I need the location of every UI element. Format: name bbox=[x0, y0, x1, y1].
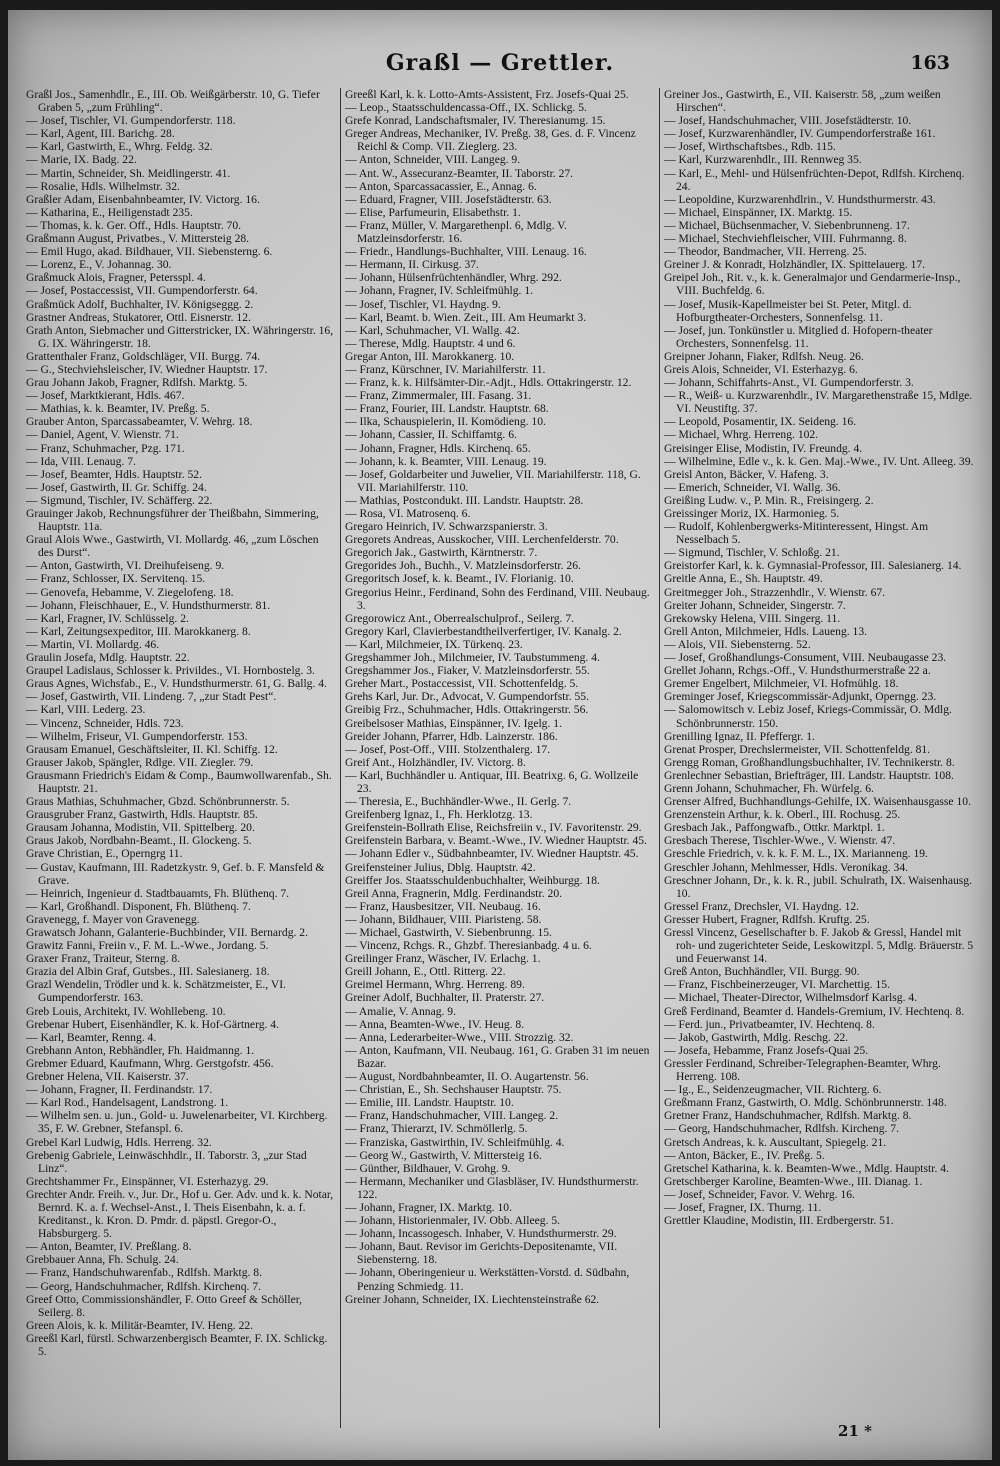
directory-entry: Grauser Jakob, Spängler, Rdlge. VII. Ziegler. 79. bbox=[26, 755, 254, 769]
directory-entry: — Josef, Handschuhmacher, VIII. Josefstädterstr. 10. bbox=[664, 114, 912, 128]
directory-entry: Greß Ferdinand, Beamter d. Handels-Gremium, IV. Hechtenq. 8. bbox=[664, 1004, 965, 1018]
directory-entry: — Johann, Schiffahrts-Anst., VI. Gumpendorferstr. 3. bbox=[664, 376, 914, 390]
directory-entry: Graul Alois Wwe., Gastwirth, VI. Mollardg. 46, „zum Löschen des Durst“. bbox=[26, 533, 319, 560]
directory-entry: Gretner Franz, Handschuhmacher, Rdlfsh. Marktg. 8. bbox=[664, 1109, 912, 1123]
directory-entry: Greher Mart., Postaccessist, VII. Schottenfeldg. 5. bbox=[345, 677, 579, 691]
directory-entry: Greisinger Elise, Modistin, IV. Freundg. 4. bbox=[664, 441, 863, 455]
directory-entry: Grenlechner Sebastian, Briefträger, III. Landstr. Hauptstr. 108. bbox=[664, 768, 954, 782]
directory-entry: — Johann, Fragner, Hdls. Kirchenq. 65. bbox=[345, 441, 531, 455]
directory-entry: — Leop., Staatsschuldencassa-Off., IX. Schlickg. 5. bbox=[345, 101, 587, 115]
directory-entry: — August, Nordbahnbeamter, II. O. Augartenstr. 56. bbox=[345, 1070, 589, 1084]
directory-entry: Grausam Johanna, Modistin, VII. Spittelberg. 20. bbox=[26, 821, 255, 835]
directory-entry: — Josef, Fragner, IX. Thurng. 11. bbox=[664, 1200, 822, 1214]
directory-entry: — Johann, Fragner, II. Ferdinandstr. 17. bbox=[26, 1083, 213, 1097]
directory-entry: — Franz, Fourier, III. Landstr. Hauptstr. 68. bbox=[345, 402, 549, 416]
directory-entry: Greibelsoser Mathias, Einspänner, IV. Igelg. 1. bbox=[345, 716, 562, 730]
directory-entry: — Thomas, k. k. Ger. Off., Hdls. Hauptstr. 70. bbox=[26, 218, 242, 232]
directory-entry: Graßler Adam, Eisenbahnbeamter, IV. Victorg. 16. bbox=[26, 192, 260, 206]
directory-entry: Greider Johann, Pfarrer, Hdb. Lainzerstr. 186. bbox=[345, 729, 558, 743]
directory-entry: Greminger Josef, Kriegscommissär-Adjunkt, Operngg. 23. bbox=[664, 690, 937, 704]
directory-entry: — Josef, Wirthschaftsbes., Rdb. 115. bbox=[664, 140, 836, 154]
page-title: Graßl — Grettler. bbox=[385, 50, 615, 76]
directory-entry: — Franz, Kürschner, IV. Mariahilferstr. 11. bbox=[345, 362, 546, 376]
directory-entry: Grehs Karl, Jur. Dr., Advocat, V. Gumpendorfstr. 55. bbox=[345, 690, 589, 704]
directory-entry: — Friedr., Handlungs-Buchhalter, VIII. Lenaug. 16. bbox=[345, 245, 587, 259]
directory-entry: — Josef, Goldarbeiter und Juwelier, VII. Mariahilferstr. 118, G. VII. Mariahilferstr. 110. bbox=[345, 467, 641, 494]
directory-entry: — Franz, Zimmermaler, III. Fasang. 31. bbox=[345, 389, 532, 403]
directory-entry: Greeßl Karl, fürstl. Schwarzenbergisch Beamter, F. IX. Schlickg. 5. bbox=[26, 1331, 328, 1358]
directory-entry: Greeßl Karl, k. k. Lotto-Amts-Assistent, Frz. Josefs-Quai 25. bbox=[345, 88, 629, 101]
directory-entry: Graxer Franz, Traiteur, Sterng. 8. bbox=[26, 952, 181, 966]
directory-entry: — Mathias, k. k. Beamter, IV. Preßg. 5. bbox=[26, 402, 210, 416]
directory-entry: — Karl, Agent, III. Barichg. 28. bbox=[26, 127, 175, 141]
directory-entry: — Anna, Beamten-Wwe., IV. Heug. 8. bbox=[345, 1017, 525, 1031]
directory-entry: Graus Mathias, Schuhmacher, Gbzd. Schönbrunnerstr. 5. bbox=[26, 795, 290, 809]
directory-entry: — Karl, Zeitungsexpeditor, III. Marokkanerg. 8. bbox=[26, 624, 251, 638]
directory-entry: Greiter Johann, Schneider, Singerstr. 7. bbox=[664, 598, 846, 612]
directory-entry: Graßmuck Alois, Fragner, Petersspl. 4. bbox=[26, 271, 206, 285]
directory-entry: — Rudolf, Kohlenbergwerks-Mitinteressent, Hingst. Am Nesselbach 5. bbox=[664, 520, 929, 547]
directory-entry: Graupel Ladislaus, Schlosser k. Privildes., VI. Hornbostelg. 3. bbox=[26, 664, 315, 678]
directory-entry: — Karl, E., Mehl- und Hülsenfrüchten-Depot, Rdlfsh. Kirchenq. 24. bbox=[664, 166, 965, 193]
directory-entry: Gregar Anton, III. Marokkanerg. 10. bbox=[345, 349, 515, 363]
page-number: 163 bbox=[910, 52, 950, 74]
directory-entry: Grausam Emanuel, Geschäftsleiter, II. Kl. Schiffg. 12. bbox=[26, 742, 278, 756]
directory-entry: — Josef, Tischler, VI. Haydng. 9. bbox=[345, 297, 501, 311]
directory-entry: — Anton, Gastwirth, VI. Dreihufeiseng. 9. bbox=[26, 559, 225, 573]
directory-entry: Grebbauer Anna, Fh. Schulg. 24. bbox=[26, 1253, 179, 1267]
directory-entry: Grechter Andr. Freih. v., Jur. Dr., Hof u. Ger. Adv. und k. k. Notar, Bernrd. K. a. f. Wechsel-Anst., I. Theis Eisenbahn, k. a. f. Kreditanst., k. Kron. D. Pmdr. d. päpstl. Gregor-O., Habsburgerg. 5. bbox=[26, 1187, 334, 1241]
directory-entry: — Franz, Thierarzt, IV. Schmöllerlg. 5. bbox=[345, 1122, 528, 1136]
directory-entry: Gresbach Therese, Tischler-Wwe., V. Wienstr. 47. bbox=[664, 834, 896, 848]
directory-entry: Graus Jakob, Nordbahn-Beamt., II. Glockeng. 5. bbox=[26, 834, 252, 848]
directory-entry: — Martin, Schneider, Sh. Meidlingerstr. 41. bbox=[26, 166, 231, 180]
directory-entry: Graus Agnes, Wichsfab., E., V. Hundsthurmerstr. 61, G. Ballg. 4. bbox=[26, 677, 327, 691]
directory-entry: — Johann Edler v., Südbahnbeamter, IV. Wiedner Hauptstr. 45. bbox=[345, 847, 639, 861]
directory-entry: — Josef, Schneider, Favor. V. Wehrg. 16. bbox=[664, 1187, 855, 1201]
directory-entry: Greisl Anton, Bäcker, V. Hafeng. 3. bbox=[664, 467, 829, 481]
directory-entry: — Genovefa, Hebamme, V. Ziegelofeng. 18. bbox=[26, 585, 234, 599]
directory-entry: — Johann, Cassier, II. Schiffamtg. 6. bbox=[345, 428, 517, 442]
directory-entry: Gressl Vincenz, Gesellschafter b. F. Jakob & Gressl, Handel mit roh- und zugerichteter Seide, Leskowitzpl. 5, Mdlg. Bräuerstr. 5 und Feuerwanst 14. bbox=[664, 926, 974, 966]
directory-entry: Greiner Adolf, Buchhalter, II. Praterstr. 27. bbox=[345, 991, 545, 1005]
directory-entry: Greibig Frz., Schuhmacher, Hdls. Ottakringerstr. 56. bbox=[345, 703, 589, 717]
directory-entry: Gretsch Andreas, k. k. Auscultant, Spiegelg. 21. bbox=[664, 1135, 887, 1149]
directory-entry: Grenn Johann, Schuhmacher, Fh. Würfelg. 6. bbox=[664, 781, 874, 795]
directory-entry: — Hermann, Mechaniker und Glasbläser, IV. Hundsthurmerstr. 122. bbox=[345, 1174, 639, 1201]
directory-entry: — Anna, Lederarbeiter-Wwe., VIII. Strozzig. 32. bbox=[345, 1030, 574, 1044]
directory-entry: Graulin Josefa, Mdlg. Hauptstr. 22. bbox=[26, 651, 190, 665]
directory-entry: Greß Anton, Buchhändler, VII. Burgg. 90. bbox=[664, 965, 860, 979]
directory-entry: Grebel Karl Ludwig, Hdls. Herreng. 32. bbox=[26, 1135, 212, 1149]
directory-entry: Greil Anna, Fragnerin, Mdlg. Ferdinandstr. 20. bbox=[345, 886, 563, 900]
directory-entry: — Heinrich, Ingenieur d. Stadtbauamts, Fh. Blüthenq. 7. bbox=[26, 886, 290, 900]
directory-entry: — Josef, Kurzwarenhändler, IV. Gumpendorferstraße 161. bbox=[664, 127, 936, 141]
directory-entry: Greschler Johann, Mehlmesser, Hdls. Veronikag. 34. bbox=[664, 860, 909, 874]
directory-entry: Gressler Ferdinand, Schreiber-Telegraphen-Beamter, Whrg. Herreng. 108. bbox=[664, 1056, 941, 1084]
directory-entry: — Franz, Fischbeinerzeuger, VI. Marchettig. 15. bbox=[664, 978, 890, 992]
directory-entry: — Anton, Beamter, IV. Preßlang. 8. bbox=[26, 1240, 192, 1254]
directory-entry: — Jakob, Gastwirth, Mdlg. Reschg. 22. bbox=[664, 1030, 849, 1044]
directory-entry: — Marie, IX. Badg. 22. bbox=[26, 153, 137, 167]
directory-entry: Grenilling Ignaz, II. Pfeffergr. 1. bbox=[664, 729, 815, 743]
directory-entry: Gregorides Joh., Buchh., V. Matzleinsdorferstr. 26. bbox=[345, 559, 581, 573]
directory-entry: Grechtshammer Fr., Einspänner, VI. Esterhazyg. 29. bbox=[26, 1174, 269, 1188]
directory-entry: Grekowsky Helena, VIII. Singerg. 11. bbox=[664, 611, 841, 625]
column-left bbox=[22, 88, 340, 1428]
directory-entry: — Johann, k. k. Beamter, VIII. Lenaug. 19. bbox=[345, 454, 547, 468]
directory-entry: Green Alois, k. k. Militär-Beamter, IV. Heng. 22. bbox=[26, 1318, 254, 1332]
directory-entry: Greißing Ludw. v., P. Min. R., Freisingerg. 2. bbox=[664, 493, 874, 507]
directory-entry: Grenat Prosper, Drechslermeister, VII. Schottenfeldg. 81. bbox=[664, 742, 931, 756]
signature-mark: 21 * bbox=[838, 1422, 872, 1440]
directory-entry: Grefe Konrad, Landschaftsmaler, IV. Theresianumg. 15. bbox=[345, 114, 606, 128]
directory-entry: — Salomowitsch v. Lebiz Josef, Kriegs-Commissär, O. Mdlg. Schönbrunnerstr. 150. bbox=[664, 703, 952, 730]
directory-entry: — Leopoldine, Kurzwarenhdlrin., V. Hundsthurmerstr. 43. bbox=[664, 192, 936, 206]
directory-entry: Gregshammer Jos., Fiaker, V. Matzleinsdorferstr. 55. bbox=[345, 664, 590, 678]
directory-entry: Gretschel Katharina, k. k. Beamten-Wwe., Mdlg. Hauptstr. 4. bbox=[664, 1161, 949, 1175]
directory-entry: — Georg, Handschuhmacher, Rdlfsh. Kircheng. 7. bbox=[664, 1122, 900, 1136]
directory-entry: Greb Louis, Architekt, IV. Wohllebeng. 10. bbox=[26, 1004, 226, 1018]
directory-entry: — Karl, Großhandl. Disponent, Fh. Blüthenq. 7. bbox=[26, 899, 251, 913]
directory-entry: — Gustav, Kaufmann, III. Radetzkystr. 9, Gef. b. F. Mansfeld & Grave. bbox=[26, 860, 325, 887]
directory-entry: — Michael, Stechviehfleischer, VIII. Fuhrmanng. 8. bbox=[664, 232, 907, 246]
directory-entry: Graßmann August, Privatbes., V. Mittersteig 28. bbox=[26, 232, 250, 246]
directory-entry: — Franz, Schlosser, IX. Servitenq. 15. bbox=[26, 572, 206, 586]
directory-entry: Greistorfer Karl, k. k. Gymnasial-Professor, III. Salesianerg. 14. bbox=[664, 559, 962, 573]
directory-entry: — Ant. W., Assecuranz-Beamter, II. Taborstr. 27. bbox=[345, 166, 574, 180]
directory-entry: Graßl Jos., Samenhdlr., E., III. Ob. Weißgärberstr. 10, G. Tiefer Graben 5, „zum Frühling“. bbox=[26, 88, 320, 115]
directory-entry: — Therese, Mdlg. Hauptstr. 4 und 6. bbox=[345, 336, 516, 350]
directory-entry: Gresser Hubert, Fragner, Rdlfsh. Kruftg. 25. bbox=[664, 912, 870, 926]
directory-entry: Greschle Friedrich, v. k. k. F. M. L., IX. Marianneng. 19. bbox=[664, 847, 928, 861]
directory-entry: — Hermann, II. Cirkusg. 37. bbox=[345, 258, 479, 272]
column-right bbox=[659, 88, 978, 1428]
directory-entry: — Karl, Fragner, IV. Schlüsselg. 2. bbox=[26, 611, 189, 625]
directory-entry: — Wilhelm, Friseur, VI. Gumpendorferstr. 153. bbox=[26, 729, 248, 743]
directory-entry: — Ig., E., Seidenzeugmacher, VII. Richterg. 6. bbox=[664, 1083, 882, 1097]
directory-entry: Gravenegg, f. Mayer von Gravenegg. bbox=[26, 912, 200, 926]
directory-entry: — Michael, Theater-Director, Wilhelmsdorf Karlsg. 4. bbox=[664, 991, 918, 1005]
directory-entry: Grell Anton, Milchmeier, Hdls. Laueng. 13. bbox=[664, 624, 868, 638]
directory-entry: — Johann, Hülsenfrüchtenhändler, Whrg. 292. bbox=[345, 271, 562, 285]
directory-entry: — Josef, Großhandlungs-Consument, VIII. Neubaugasse 23. bbox=[664, 651, 947, 665]
directory-entry: — Johann, Incassogesch. Inhaber, V. Hundsthurmerstr. 29. bbox=[345, 1227, 617, 1241]
directory-entry: — Rosa, VI. Matrosenq. 6. bbox=[345, 507, 471, 520]
directory-entry: Greitle Anna, E., Sh. Hauptstr. 49. bbox=[664, 572, 823, 586]
directory-entry: Greschner Johann, Dr., k. k. R., jubil. Schulrath, IX. Waisenhausg. 10. bbox=[664, 873, 972, 900]
directory-entry: — R., Weiß- u. Kurzwarenhdlr., IV. Margarethenstraße 15, Mdlge. VI. Neustiftg. 37. bbox=[664, 389, 973, 416]
directory-entry: — Karl Rod., Handelsagent, Landstrong. 1. bbox=[26, 1096, 229, 1110]
directory-entry: — Ilka, Schauspielerin, II. Komödieng. 10. bbox=[345, 415, 546, 429]
directory-entry: Gregory Karl, Clavierbestandtheilverfertiger, IV. Kanalg. 2. bbox=[345, 624, 622, 638]
directory-entry: — Johann, Fragner, IX. Marktg. 10. bbox=[345, 1200, 512, 1214]
directory-entry: — Amalie, V. Annag. 9. bbox=[345, 1004, 456, 1018]
directory-entry: Grath Anton, Siebmacher und Gitterstricker, IX. Währingerstr. 16, G. IX. Währingerstr. 18. bbox=[26, 323, 334, 350]
directory-entry: Greimel Hermann, Whrg. Herreng. 89. bbox=[345, 978, 525, 992]
directory-entry: Grauber Anton, Sparcassabeamter, V. Wehrg. 18. bbox=[26, 415, 253, 429]
directory-entry: — Vincenz, Schneider, Hdls. 723. bbox=[26, 716, 184, 730]
directory-entry: — Christian, E., Sh. Sechshauser Hauptstr. 75. bbox=[345, 1083, 562, 1097]
directory-entry: Grazl Wendelin, Trödler und k. k. Schätzmeister, E., VI. Gumpendorferstr. 163. bbox=[26, 978, 286, 1005]
directory-entry: Grattenthaler Franz, Goldschläger, VII. Burgg. 74. bbox=[26, 349, 261, 363]
directory-entry: — Josef, Tischler, VI. Gumpendorferstr. 118. bbox=[26, 114, 236, 128]
directory-entry: — Lorenz, E., V. Johannag. 30. bbox=[26, 258, 172, 272]
directory-entry: — Georg W., Gastwirth, V. Mittersteig 16. bbox=[345, 1148, 542, 1162]
directory-entry: — Josef, Gastwirth, II. Gr. Schiffg. 24. bbox=[26, 480, 207, 494]
directory-entry: — Josefa, Hebamme, Franz Josefs-Quai 25. bbox=[664, 1043, 869, 1057]
directory-entry: Grave Christian, E., Operngrg 11. bbox=[26, 847, 183, 861]
directory-entry: — Josef, Marktkierant, Hdls. 467. bbox=[26, 389, 185, 403]
directory-entry: — Johann, Bildhauer, VIII. Piaristeng. 58. bbox=[345, 912, 542, 926]
directory-entry: — Anton, Kaufmann, VII. Neubaug. 161, G. Graben 31 im neuen Bazar. bbox=[345, 1043, 650, 1070]
directory-entry: Greifenstein Barbara, v. Beamt.-Wwe., IV. Wiedner Hauptstr. 45. bbox=[345, 834, 647, 848]
directory-entry: Greef Otto, Commissionshändler, F. Otto Greef & Schöller, Seilerg. 8. bbox=[26, 1292, 303, 1319]
directory-entry: Gregorowicz Ant., Oberrealschulprof., Seilerg. 7. bbox=[345, 611, 575, 625]
directory-entry: Greipner Johann, Fiaker, Rdlfsh. Neug. 26. bbox=[664, 349, 864, 363]
directory-entry: — Franz, Handschuhmacher, VIII. Langeg. 2. bbox=[345, 1109, 559, 1123]
directory-entry: — Emilie, III. Landstr. Hauptstr. 10. bbox=[345, 1096, 514, 1110]
directory-entry: — Johann, Fleischhauer, E., V. Hundsthurmerstr. 81. bbox=[26, 598, 271, 612]
directory-entry: — Anton, Bäcker, E., IV. Preßg. 5. bbox=[664, 1148, 825, 1162]
directory-entry: Gresbach Jak., Paffongwafb., Ottkr. Marktpl. 1. bbox=[664, 821, 885, 835]
directory-entry: Grawatsch Johann, Galanterie-Buchbinder, VII. Bernardg. 2. bbox=[26, 926, 308, 939]
directory-entry: — Josef, Musik-Kapellmeister bei St. Peter, Mitgl. d. Hofburgtheater-Orchesters, Sonnenfelsg. 11. bbox=[664, 297, 912, 324]
directory-entry: — Karl, Gastwirth, E., Whrg. Feldg. 32. bbox=[26, 140, 213, 154]
directory-entry: — Josef, jun. Tonkünstler u. Mitglied d. Hofopern-theater Orchesters, Sonnenfelsg. 11. bbox=[664, 323, 933, 350]
directory-entry: — Eduard, Fragner, VIII. Josefstädterstr. 63. bbox=[345, 192, 552, 206]
directory-entry: Greilinger Franz, Wäscher, IV. Erlachg. 1. bbox=[345, 952, 541, 966]
directory-entry: — Karl, Kurzwarenhdlr., III. Rennweg 35. bbox=[664, 153, 862, 167]
directory-entry: — Daniel, Agent, V. Wienstr. 71. bbox=[26, 428, 179, 442]
directory-entry: — G., Stechviehsleischer, IV. Wiedner Hauptstr. 17. bbox=[26, 362, 268, 376]
directory-entry: — Georg, Handschuhmacher, Rdlfsh. Kirchenq. 7. bbox=[26, 1279, 262, 1293]
directory-entry: Gregorets Andreas, Ausskocher, VIII. Lerchenfelderstr. 70. bbox=[345, 533, 619, 547]
directory-entry: Grebhann Anton, Rebhändler, Fh. Haidmanng. 1. bbox=[26, 1043, 255, 1057]
directory-entry: — Franziska, Gastwirthin, IV. Schleifmühlg. 4. bbox=[345, 1135, 565, 1149]
directory-entry: Grengg Roman, Großhandlungsbuchhalter, IV. Technikerstr. 8. bbox=[664, 755, 955, 769]
directory-entry: — Rosalie, Hdls. Wilhelmstr. 32. bbox=[26, 179, 180, 193]
directory-entry: — Vincenz, Rchgs. R., Ghzbf. Theresianbadg. 4 u. 6. bbox=[345, 939, 592, 953]
directory-entry: Greipel Joh., Rit. v., k. k. Generalmajor und Gendarmerie-Insp., VIII. Buchfeldg. 6. bbox=[664, 271, 961, 298]
directory-entry: — Anton, Schneider, VIII. Langeg. 9. bbox=[345, 153, 521, 167]
directory-entry: Gregorich Jak., Gastwirth, Kärntnerstr. 7. bbox=[345, 546, 538, 560]
directory-entry: Greif Ant., Holzhändler, IV. Victorg. 8. bbox=[345, 755, 526, 769]
directory-entry: — Franz, Müller, V. Margarethenpl. 6, Mdlg. V. Matzleinsdorferstr. 16. bbox=[345, 218, 567, 246]
directory-entry: Greill Johann, E., Ottl. Ritterg. 22. bbox=[345, 965, 506, 979]
directory-entry: Grazia del Albin Graf, Gutsbes., III. Salesianerg. 18. bbox=[26, 965, 270, 979]
directory-entry: Greßmann Franz, Gastwirth, O. Mdlg. Schönbrunnerstr. 148. bbox=[664, 1096, 947, 1110]
directory-entry: Graßmück Adolf, Buchhalter, IV. Königseggg. 2. bbox=[26, 297, 254, 311]
directory-entry: — Josef, Gastwirth, VII. Lindeng. 7, „zur Stadt Pest“. bbox=[26, 690, 277, 704]
directory-entry: — Michael, Whrg. Herreng. 102. bbox=[664, 428, 819, 442]
directory-entry: Grausmann Friedrich's Eidam & Comp., Baumwollwarenfab., Sh. Hauptstr. 21. bbox=[26, 768, 332, 795]
directory-entry: — Karl, Schuhmacher, VI. Wallg. 42. bbox=[345, 323, 520, 337]
directory-entry: — Karl, VIII. Lederg. 23. bbox=[26, 703, 146, 717]
directory-entry: Greiner J. & Konradt, Holzhändler, IX. Spittelauerg. 17. bbox=[664, 258, 926, 272]
directory-entry: — Theresia, E., Buchhändler-Wwe., II. Gerlg. 7. bbox=[345, 795, 572, 809]
directory-entry: — Ferd. jun., Privatbeamter, IV. Hechtenq. 8. bbox=[664, 1017, 875, 1031]
directory-entry: — Michael, Gastwirth, V. Siebenbrunng. 15. bbox=[345, 926, 552, 939]
directory-page bbox=[8, 10, 992, 1460]
directory-entry: — Karl, Beamt. b. Wien. Zeit., III. Am Heumarkt 3. bbox=[345, 310, 587, 324]
directory-entry: — Josef, Post-Off., VIII. Stolzenthalerg. 17. bbox=[345, 742, 551, 756]
directory-entry: — Michael, Büchsenmacher, V. Siebenbrunneng. 17. bbox=[664, 218, 910, 232]
directory-entry: Gregshammer Joh., Milchmeier, IV. Taubstummeng. 4. bbox=[345, 651, 600, 665]
directory-entry: Grauinger Jakob, Rechnungsführer der Theißbahn, Simmering, Hauptstr. 11a. bbox=[26, 507, 319, 534]
directory-entry: — Mathias, Postcondukt. III. Landstr. Hauptstr. 28. bbox=[345, 493, 584, 507]
directory-entry: Greifenstein-Bollrath Elise, Reichsfreiin v., IV. Favoritenstr. 29. bbox=[345, 821, 642, 835]
directory-entry: — Sigmund, Tischler, V. Schloßg. 21. bbox=[664, 546, 840, 560]
directory-entry: — Alois, VII. Siebensterng. 52. bbox=[664, 637, 811, 651]
directory-entry: — Michael, Einspänner, IX. Marktg. 15. bbox=[664, 205, 853, 219]
directory-entry: — Josef, Postaccessist, VII. Gumpendorferstr. 64. bbox=[26, 284, 258, 298]
directory-entry: — Johann, Historienmaler, IV. Obb. Alleeg. 5. bbox=[345, 1214, 561, 1228]
directory-entry: — Katharina, E., Heiligenstadt 235. bbox=[26, 205, 193, 219]
directory-entry: Greissinger Moriz, IX. Harmonieg. 5. bbox=[664, 507, 840, 520]
directory-entry: Grawitz Fanni, Freiin v., F. M. L.-Wwe., Jordang. 5. bbox=[26, 939, 269, 953]
directory-entry: — Leopold, Posamentir, IX. Seideng. 16. bbox=[664, 415, 857, 429]
directory-entry: Grenzenstein Arthur, k. k. Oberl., III. Rochusg. 25. bbox=[664, 808, 901, 822]
directory-entry: Grebner Helena, VII. Kaiserstr. 37. bbox=[26, 1070, 189, 1084]
directory-entry: Grebmer Eduard, Kaufmann, Whrg. Gerstgofstr. 456. bbox=[26, 1056, 274, 1070]
directory-entry: — Anton, Sparcassacassier, E., Annag. 6. bbox=[345, 179, 537, 193]
directory-entry: Greger Andreas, Mechaniker, IV. Preßg. 38, Ges. d. F. Vincenz Reichl & Comp. VII. Zieglerg. 23. bbox=[345, 127, 636, 154]
directory-entry: — Elise, Parfumeurin, Elisabethstr. 1. bbox=[345, 205, 521, 219]
directory-entry: — Josef, Beamter, Hdls. Hauptstr. 52. bbox=[26, 467, 202, 481]
directory-entry: Greiner Jos., Gastwirth, E., VII. Kaiserstr. 58, „zum weißen Hirschen“. bbox=[664, 88, 941, 115]
directory-entry: Greiffer Jos. Staatsschuldenbuchhalter, Weihburgg. 18. bbox=[345, 873, 600, 887]
directory-entry: — Martin, VI. Mollardg. 46. bbox=[26, 637, 160, 651]
directory-entry: — Johann, Oberingenieur u. Werkstätten-Vorstd. d. Südbahn, Penzing Schmiedg. 11. bbox=[345, 1266, 630, 1293]
column-middle bbox=[340, 88, 659, 1428]
directory-entry: — Johann, Fragner, IV. Schleifmühlg. 1. bbox=[345, 284, 534, 298]
directory-columns bbox=[22, 88, 978, 1428]
directory-entry: — Franz, Handschuhwarenfab., Rdlfsh. Marktg. 8. bbox=[26, 1266, 263, 1280]
directory-entry: — Emerich, Schneider, VI. Wallg. 36. bbox=[664, 480, 841, 494]
directory-entry: Grastner Andreas, Stukatorer, Ottl. Eisnerstr. 12. bbox=[26, 310, 251, 324]
directory-entry: — Franz, Hausbesitzer, VII. Neubaug. 16. bbox=[345, 899, 541, 913]
directory-entry: Gretschberger Karoline, Beamten-Wwe., III. Dianag. 1. bbox=[664, 1174, 923, 1188]
directory-entry: — Franz, Schuhmacher, Pzg. 171. bbox=[26, 441, 185, 455]
directory-entry: — Karl, Milchmeier, IX. Türkenq. 23. bbox=[345, 637, 523, 651]
directory-entry: Grenser Alfred, Buchhandlungs-Gehilfe, IX. Waisenhausgasse 10. bbox=[664, 795, 971, 809]
directory-entry: Grebenig Gabriele, Leinwäschhdlr., II. Taborstr. 3, „zur Stad Linz“. bbox=[26, 1148, 307, 1175]
directory-entry: Gregaro Heinrich, IV. Schwarzspanierstr. 3. bbox=[345, 520, 548, 534]
directory-entry: — Theodor, Bandmacher, VII. Herreng. 25. bbox=[664, 245, 867, 259]
directory-entry: Gregorius Heinr., Ferdinand, Sohn des Ferdinand, VIII. Neubaug. 3. bbox=[345, 585, 650, 612]
directory-entry: Grau Johann Jakob, Fragner, Rdlfsh. Marktg. 5. bbox=[26, 376, 248, 390]
directory-entry: Grausgruber Franz, Gastwirth, Hdls. Hauptstr. 85. bbox=[26, 808, 258, 822]
directory-entry: — Ida, VIII. Lenaug. 7. bbox=[26, 454, 136, 468]
directory-entry: Gremer Engelbert, Milchmeier, VI. Hofmühlg. 18. bbox=[664, 677, 899, 691]
directory-entry: Greifenberg Ignaz, I., Fh. Herklotzg. 13. bbox=[345, 808, 533, 822]
directory-entry: — Wilhelmine, Edle v., k. k. Gen. Maj.-Wwe., IV. Unt. Alleeg. 39. bbox=[664, 454, 974, 468]
directory-entry: — Günther, Bildhauer, V. Grohg. 9. bbox=[345, 1161, 511, 1175]
directory-entry: Grebenar Hubert, Eisenhändler, K. k. Hof-Gärtnerg. 4. bbox=[26, 1017, 280, 1031]
directory-entry: Greiner Johann, Schneider, IX. Liechtensteinstraße 62. bbox=[345, 1292, 600, 1306]
directory-entry: Grellet Johann, Rchgs.-Off., V. Hundsthurmerstraße 22 a. bbox=[664, 664, 931, 678]
directory-entry: — Johann, Baut. Revisor im Gerichts-Depositenamte, VII. Siebensterng. 18. bbox=[345, 1240, 618, 1267]
directory-entry: — Franz, k. k. Hilfsämter-Dir.-Adjt., Hdls. Ottakringerstr. 12. bbox=[345, 376, 632, 390]
directory-entry: Greitmegger Joh., Strazzenhdlr., V. Wienstr. 67. bbox=[664, 585, 886, 599]
directory-entry: Gressel Franz, Drechsler, VI. Haydng. 12. bbox=[664, 899, 860, 913]
directory-entry: — Karl, Beamter, Renng. 4. bbox=[26, 1030, 157, 1044]
directory-entry: — Karl, Buchhändler u. Antiquar, III. Beatrixg. 6, G. Wollzeile 23. bbox=[345, 768, 639, 795]
directory-entry: — Emil Hugo, akad. Bildhauer, VII. Siebensterng. 6. bbox=[26, 245, 273, 259]
directory-entry: — Sigmund, Tischler, IV. Schäfferg. 22. bbox=[26, 493, 213, 507]
directory-entry: — Wilhelm sen. u. jun., Gold- u. Juwelenarbeiter, VI. Kirchberg. 35, F. W. Grebner, Stefanspl. 6. bbox=[26, 1109, 328, 1136]
directory-entry: Grettler Klaudine, Modistin, III. Erdbergerstr. 51. bbox=[664, 1214, 894, 1228]
page-header bbox=[8, 50, 992, 90]
directory-entry: Gregoritsch Josef, k. k. Beamt., IV. Florianig. 10. bbox=[345, 572, 574, 586]
directory-entry: Greis Alois, Schneider, VI. Esterhazyg. 6. bbox=[664, 362, 858, 376]
directory-entry: Greifensteiner Julius, Dblg. Hauptstr. 42. bbox=[345, 860, 536, 874]
